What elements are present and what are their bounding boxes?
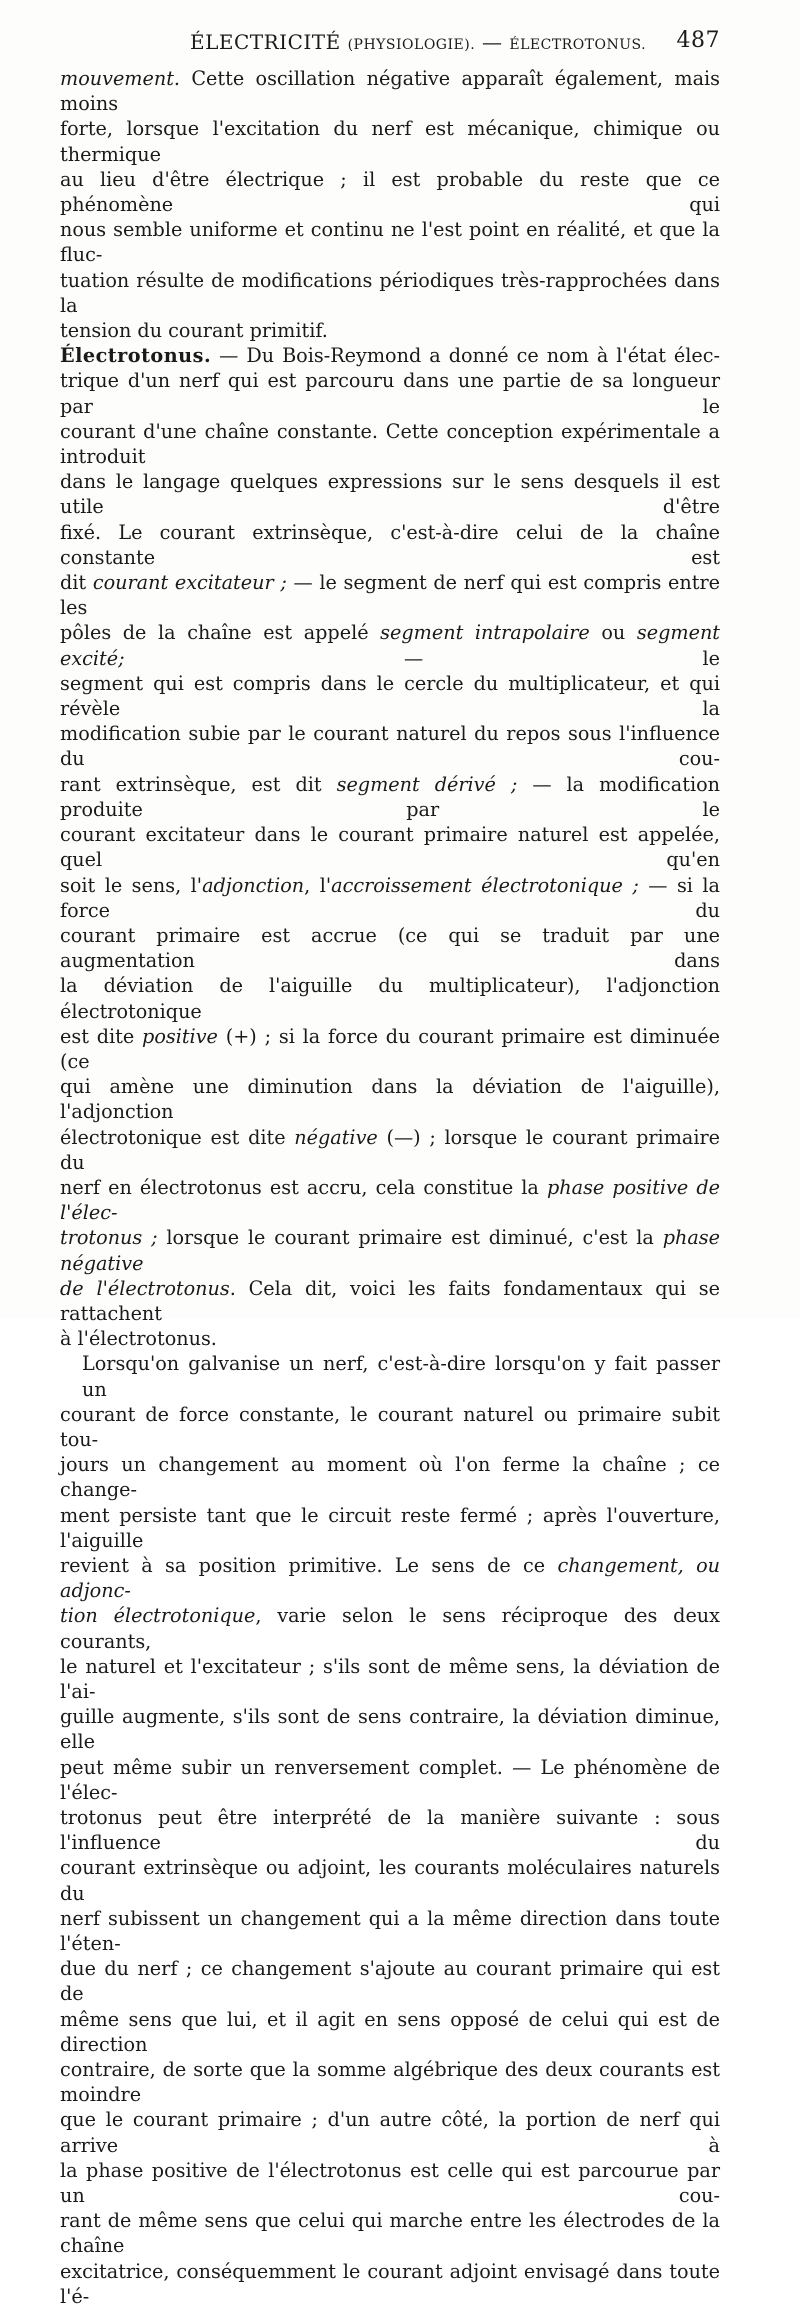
text-line: mouvement. Cette oscillation négative apparaît également, mais moins bbox=[60, 67, 720, 116]
text-line: tuation résulte de modifications périodiques très-rapprochées dans la bbox=[60, 268, 720, 317]
italic-term: segment excité; bbox=[60, 621, 721, 670]
running-head bbox=[190, 30, 720, 56]
running-title-main: ÉLECTRICITÉ bbox=[190, 30, 341, 54]
text-line: contraire, de sorte que la somme algébrique des deux courants est moindre bbox=[60, 2058, 720, 2107]
text-line: électrotonique est dite négative (—) ; lorsque le courant primaire du bbox=[60, 1125, 720, 1174]
text-line: rant de même sens que celui qui marche entre les électrodes de la chaîne bbox=[60, 2209, 720, 2258]
text-line: à l'électrotonus. bbox=[60, 1327, 217, 1351]
text-line: le naturel et l'excitateur ; s'ils sont de même sens, la déviation de l'ai- bbox=[60, 1654, 720, 1703]
text-line: revient à sa position primitive. Le sens de ce changement, ou adjonc- bbox=[60, 1553, 720, 1603]
text-line: la phase positive de l'électrotonus est celle qui est parcourue par un cou- bbox=[60, 2158, 720, 2208]
text-line: trotonus peut être interprété de la manière suivante : sous l'influence du bbox=[60, 1806, 720, 1855]
text-line: que le courant primaire ; d'un autre côté, la portion de nerf qui arrive à bbox=[60, 2108, 720, 2157]
text-line: pôles de la chaîne est appelé segment intrapolaire ou segment excité; — le bbox=[60, 621, 721, 670]
text-line: excitatrice, conséquemment le courant adjoint envisagé dans toute l'é- bbox=[60, 2259, 720, 2308]
italic-term: positive bbox=[142, 1024, 218, 1048]
italic-term: accroissement électrotonique ; bbox=[331, 873, 649, 897]
text-line: segment qui est compris dans le cercle du multiplicateur, et qui révèle la bbox=[60, 671, 720, 721]
text-line: courant d'une chaîne constante. Cette conception expérimentale a introduit bbox=[60, 419, 720, 469]
text-line: trique d'un nerf qui est parcouru dans une partie de sa longueur par le bbox=[60, 369, 720, 418]
text-line: courant extrinsèque ou adjoint, les courants moléculaires naturels du bbox=[60, 1856, 720, 1905]
italic-term: négative bbox=[294, 1125, 378, 1149]
text-line: due du nerf ; ce changement s'ajoute au courant primaire qui est de bbox=[60, 1957, 720, 2006]
italic-term: mouvement. bbox=[60, 67, 181, 90]
text-line: Électrotonus. — Du Bois-Reymond a donné ce nom à l'état élec- bbox=[60, 344, 720, 368]
running-title-sub: ÉLECTROTONUS. bbox=[509, 37, 647, 53]
text-line: trotonus ; lorsque le courant primaire est diminué, c'est la phase négative bbox=[60, 1226, 720, 1275]
italic-term: tion électrotonique bbox=[60, 1604, 256, 1628]
text-line: forte, lorsque l'excitation du nerf est mécanique, chimique ou thermique bbox=[60, 117, 720, 166]
text-line: guille augmente, s'ils sont de sens contraire, la déviation diminue, elle bbox=[60, 1705, 720, 1754]
text-line: courant de force constante, le courant naturel ou primaire subit tou- bbox=[60, 1402, 720, 1451]
running-title bbox=[190, 30, 646, 54]
italic-term: phase négative bbox=[60, 1226, 720, 1275]
text-line: dans le langage quelques expressions sur le sens desquels il est utile d'être bbox=[60, 470, 720, 519]
text-line: dit courant excitateur ; — le segment de nerf qui est compris entre les bbox=[60, 571, 720, 620]
italic-term: trotonus ; bbox=[60, 1226, 158, 1250]
text-line: jours un changement au moment où l'on ferme la chaîne ; ce change- bbox=[60, 1453, 720, 1502]
text-line: peut même subir un renversement complet. — Le phénomène de l'élec- bbox=[60, 1755, 720, 1804]
text-line: au lieu d'être électrique ; il est probable du reste que ce phénomène qui bbox=[60, 167, 720, 217]
italic-term: changement, ou adjonc- bbox=[60, 1553, 720, 1603]
italic-term: segment dérivé ; bbox=[336, 772, 533, 796]
italic-term: phase positive de l'élec- bbox=[60, 1175, 720, 1225]
paragraph-2 bbox=[60, 343, 720, 1351]
running-title-dash: — bbox=[482, 30, 503, 54]
text-line: la déviation de l'aiguille du multiplicateur), l'adjonction électrotonique bbox=[60, 974, 720, 1023]
italic-term: de l'électrotonus bbox=[60, 1276, 230, 1300]
text-line: nerf subissent un changement qui a la même direction dans toute l'éten- bbox=[60, 1906, 720, 1956]
text-line: courant primaire est accrue (ce qui se traduit par une augmentation dans bbox=[60, 923, 720, 973]
text-line: tension du courant primitif. bbox=[60, 319, 328, 343]
text-line: modification subie par le courant naturel du repos sous l'influence du cou- bbox=[60, 722, 720, 771]
text-line: nous semble uniforme et continu ne l'est point en réalité, et que la fluc- bbox=[60, 218, 720, 267]
text-line: ment persiste tant que le circuit reste fermé ; après l'ouverture, l'aiguille bbox=[60, 1503, 720, 1552]
section-heading: Électrotonus. bbox=[60, 344, 212, 368]
text-line: nerf en électrotonus est accru, cela constitue la phase positive de l'élec- bbox=[60, 1175, 720, 1225]
text-line: Lorsqu'on galvanise un nerf, c'est-à-dire lorsqu'on y fait passer un bbox=[82, 1352, 720, 1401]
page-number: 487 bbox=[676, 28, 720, 53]
text-line: courant excitateur dans le courant primaire naturel est appelée, quel qu'en bbox=[60, 823, 720, 872]
italic-term: adjonction bbox=[202, 873, 305, 897]
text-line: tion électrotonique, varie selon le sens réciproque des deux courants, bbox=[60, 1604, 720, 1653]
running-title-paren: (PHYSIOLOGIE). bbox=[347, 37, 476, 53]
text-line: rant extrinsèque, est dit segment dérivé ; — la modification produite par le bbox=[60, 772, 721, 821]
italic-term: courant excitateur ; bbox=[92, 571, 287, 595]
text-line: de l'électrotonus. Cela dit, voici les faits fondamentaux qui se rattachent bbox=[60, 1276, 720, 1325]
text-line: même sens que lui, et il agit en sens opposé de celui qui est de direction bbox=[60, 2007, 720, 2056]
italic-term: segment intrapolaire bbox=[380, 621, 590, 645]
paragraph-1 bbox=[60, 66, 720, 343]
paragraph-3 bbox=[60, 1351, 720, 2309]
text-line: soit le sens, l'adjonction, l'accroissement électrotonique ; — si la force du bbox=[60, 873, 720, 922]
text-line: est dite positive (+) ; si la force du courant primaire est diminuée (ce bbox=[60, 1024, 720, 1073]
text-line: fixé. Le courant extrinsèque, c'est-à-dire celui de la chaîne constante est bbox=[60, 520, 720, 569]
text-line: qui amène une diminution dans la déviation de l'aiguille), l'adjonction bbox=[60, 1075, 720, 1124]
body-text bbox=[60, 66, 720, 2309]
